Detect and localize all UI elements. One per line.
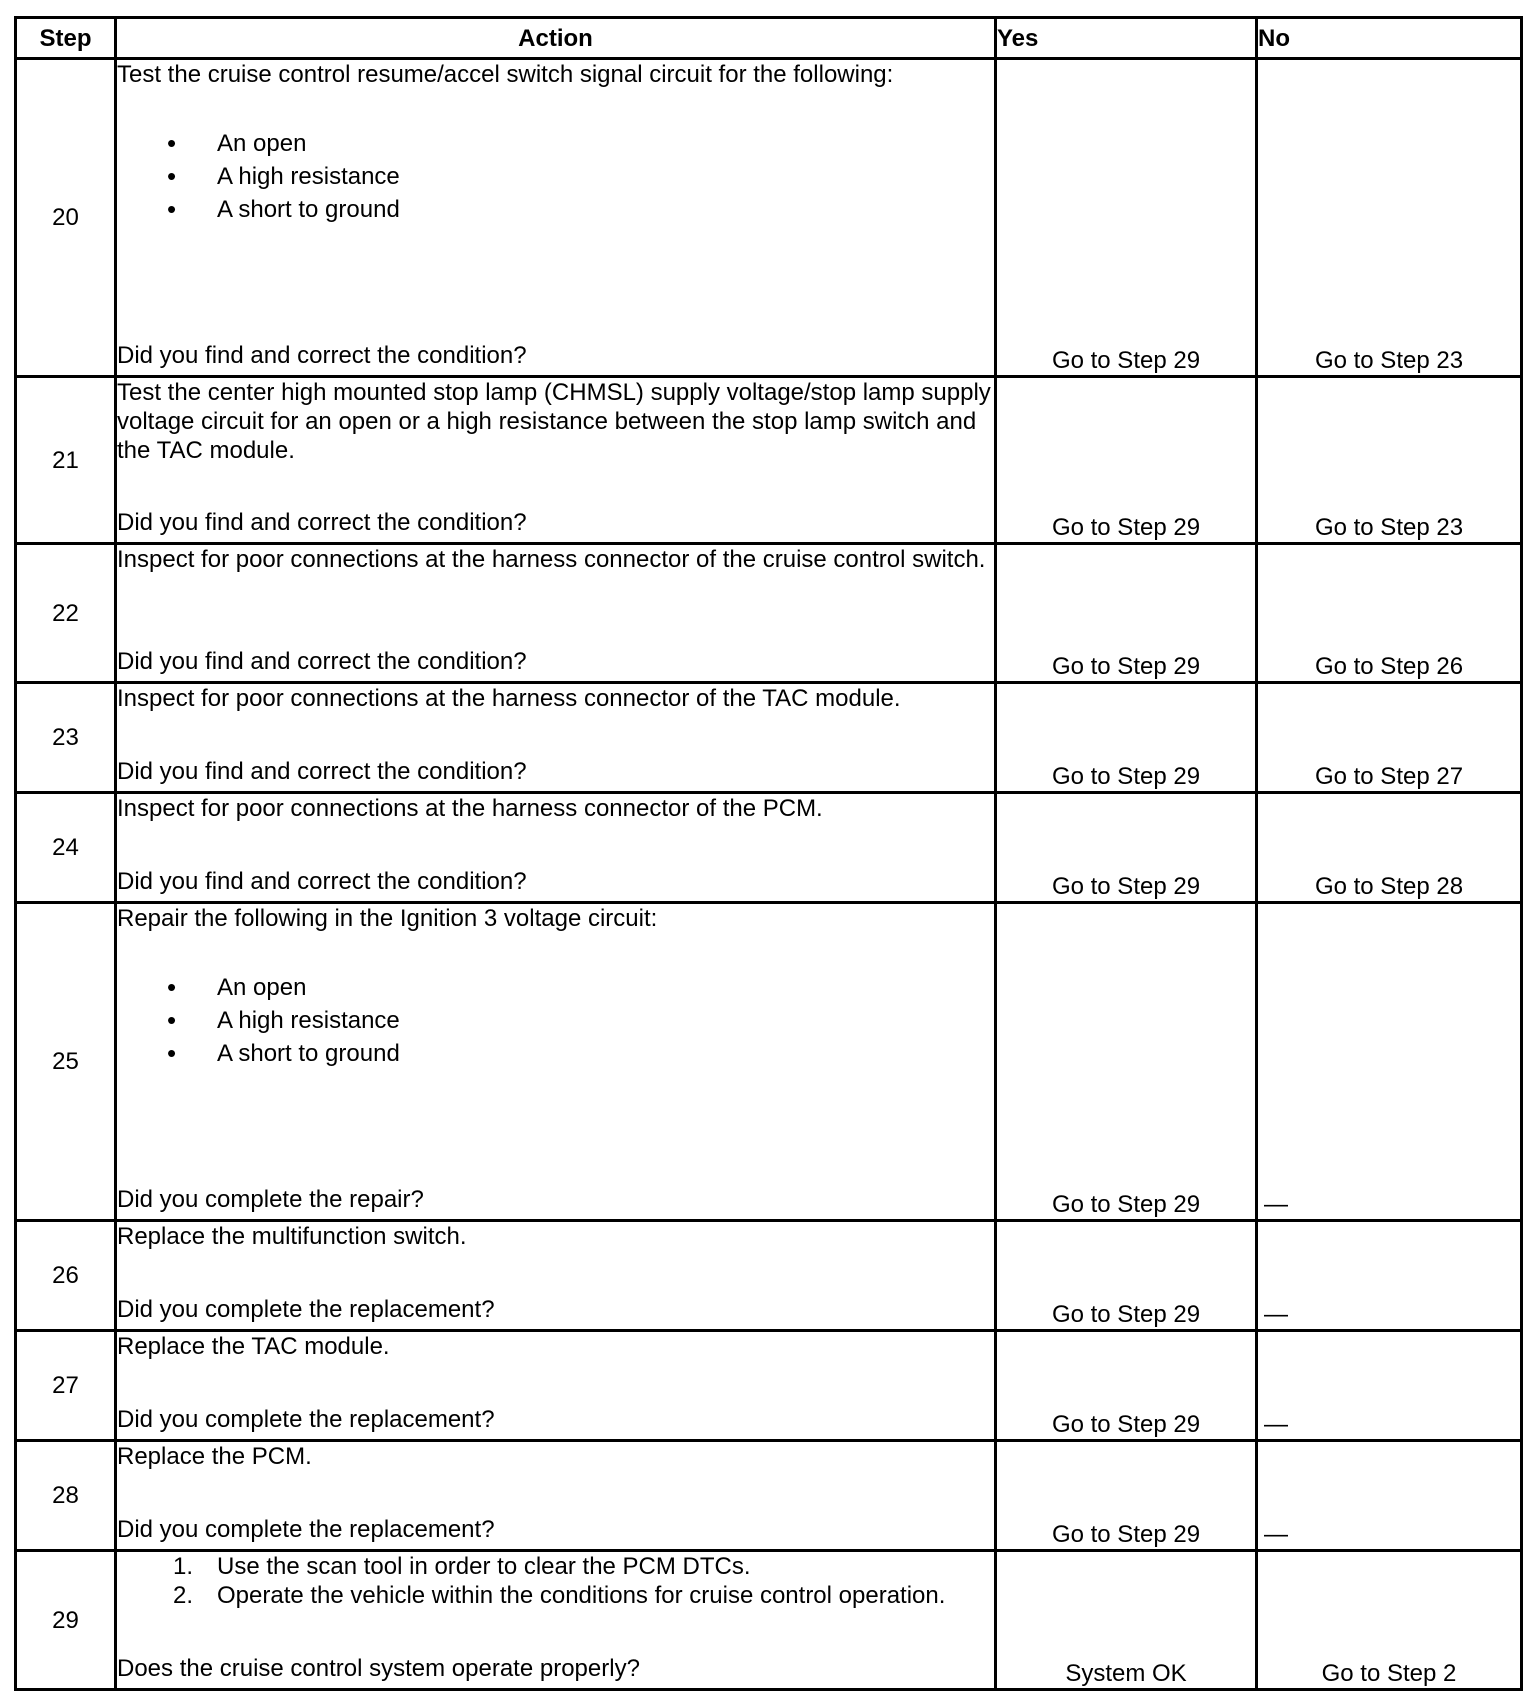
no-result: —: [1257, 1331, 1522, 1441]
no-result: Go to Step 23: [1257, 377, 1522, 544]
list-number: 2.: [172, 1582, 193, 1609]
table-row: [16, 544, 1522, 683]
list-item: [117, 1581, 994, 1610]
yes-result: Go to Step 29: [996, 1331, 1257, 1441]
action-cell: [116, 1331, 996, 1441]
action-instruction: Inspect for poor connections at the harness connector of the TAC module.: [117, 685, 901, 712]
yes-result: Go to Step 29: [996, 59, 1257, 377]
table-header-row: [16, 18, 1522, 59]
condition-list: [117, 971, 994, 1070]
no-result: Go to Step 26: [1257, 544, 1522, 683]
step-number: 26: [16, 1221, 116, 1331]
action-instruction: Test the center high mounted stop lamp (CHMSL) supply voltage/stop lamp supply voltage circuit for an open or a high resistance between the stop lamp switch and the TAC module.: [117, 379, 991, 464]
list-item: • A short to ground: [117, 1037, 994, 1070]
table-row: [16, 793, 1522, 903]
condition-list: [117, 127, 994, 226]
step-number: 28: [16, 1441, 116, 1551]
action-cell: [116, 903, 996, 1221]
step-column-header: Step: [16, 18, 116, 59]
action-question: Did you complete the repair?: [117, 1186, 424, 1213]
action-column-header: Action: [116, 18, 996, 59]
list-item: • An open: [117, 971, 994, 1004]
step-number: 20: [16, 59, 116, 377]
action-question: Does the cruise control system operate properly?: [117, 1655, 640, 1682]
yes-column-header: Yes: [996, 18, 1257, 59]
yes-result: Go to Step 29: [996, 544, 1257, 683]
step-number: 22: [16, 544, 116, 683]
table-row: [16, 1441, 1522, 1551]
list-text: Operate the vehicle within the conditions for cruise control operation.: [217, 1582, 946, 1609]
step-number: 29: [16, 1551, 116, 1690]
action-question: Did you complete the replacement?: [117, 1516, 495, 1543]
action-question: Did you find and correct the condition?: [117, 868, 527, 895]
list-item: • An open: [117, 127, 994, 160]
yes-result: Go to Step 29: [996, 1441, 1257, 1551]
no-result: —: [1257, 1441, 1522, 1551]
yes-result: Go to Step 29: [996, 377, 1257, 544]
action-question: Did you find and correct the condition?: [117, 648, 527, 675]
list-number: 1.: [172, 1553, 193, 1580]
action-instruction: Test the cruise control resume/accel switch signal circuit for the following:: [117, 61, 894, 88]
list-item: • A short to ground: [117, 193, 994, 226]
yes-result: Go to Step 29: [996, 903, 1257, 1221]
action-cell: [116, 544, 996, 683]
list-text: Use the scan tool in order to clear the PCM DTCs.: [217, 1553, 751, 1580]
action-instruction: Inspect for poor connections at the harness connector of the cruise control switch.: [117, 546, 986, 573]
action-question: Did you complete the replacement?: [117, 1296, 495, 1323]
step-number: 24: [16, 793, 116, 903]
list-item: • A high resistance: [117, 160, 994, 193]
no-result: Go to Step 23: [1257, 59, 1522, 377]
action-cell: [116, 377, 996, 544]
no-result: Go to Step 27: [1257, 683, 1522, 793]
action-cell: [116, 59, 996, 377]
action-instruction: Replace the multifunction switch.: [117, 1223, 467, 1250]
list-item: • A high resistance: [117, 1004, 994, 1037]
yes-result: Go to Step 29: [996, 793, 1257, 903]
step-number: 21: [16, 377, 116, 544]
yes-result: Go to Step 29: [996, 683, 1257, 793]
table-row: [16, 1221, 1522, 1331]
yes-result: System OK: [996, 1551, 1257, 1690]
action-instruction: Repair the following in the Ignition 3 voltage circuit:: [117, 905, 658, 932]
action-cell: [116, 1551, 996, 1690]
action-question: Did you find and correct the condition?: [117, 342, 527, 369]
no-result: Go to Step 28: [1257, 793, 1522, 903]
no-result: Go to Step 2: [1257, 1551, 1522, 1690]
table-row: [16, 59, 1522, 377]
action-cell: [116, 793, 996, 903]
table-row: [16, 1331, 1522, 1441]
action-question: Did you complete the replacement?: [117, 1406, 495, 1433]
no-column-header: No: [1257, 18, 1522, 59]
list-item: [117, 1552, 994, 1581]
table-row: [16, 683, 1522, 793]
action-cell: [116, 1441, 996, 1551]
action-question: Did you find and correct the condition?: [117, 758, 527, 785]
action-question: Did you find and correct the condition?: [117, 509, 527, 536]
action-instruction: Inspect for poor connections at the harness connector of the PCM.: [117, 795, 823, 822]
step-number: 23: [16, 683, 116, 793]
diagnostic-steps-table: [14, 16, 1523, 1691]
step-number: 27: [16, 1331, 116, 1441]
yes-result: Go to Step 29: [996, 1221, 1257, 1331]
procedure-list: [117, 1552, 994, 1610]
no-result: —: [1257, 903, 1522, 1221]
action-cell: [116, 683, 996, 793]
action-instruction: Replace the TAC module.: [117, 1333, 390, 1360]
table-row: [16, 377, 1522, 544]
table-row: [16, 903, 1522, 1221]
table-row: [16, 1551, 1522, 1690]
action-instruction: Replace the PCM.: [117, 1443, 312, 1470]
step-number: 25: [16, 903, 116, 1221]
no-result: —: [1257, 1221, 1522, 1331]
action-cell: [116, 1221, 996, 1331]
